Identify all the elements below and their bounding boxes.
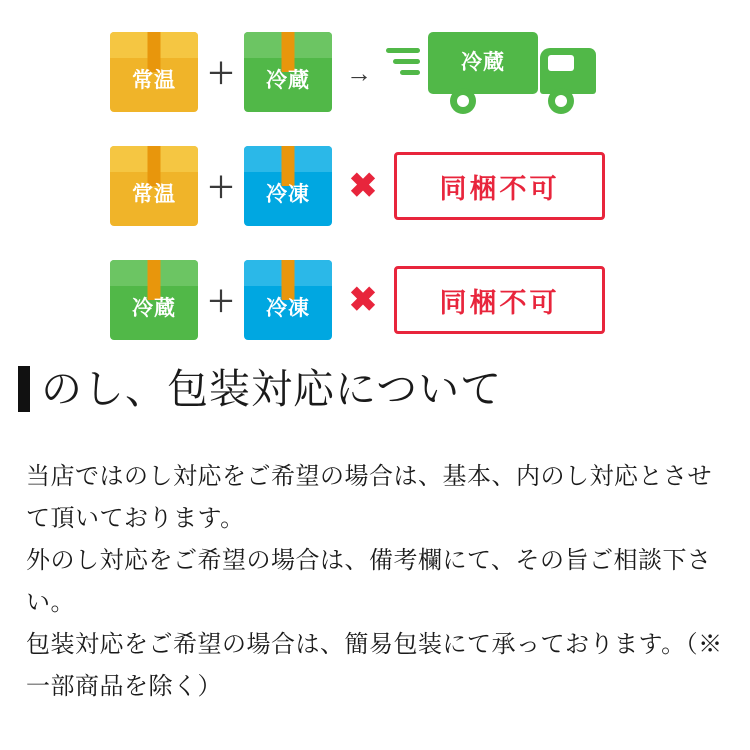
box-icon-cool <box>110 260 198 340</box>
box-icon-normal <box>110 146 198 226</box>
stamp-label: 同梱不可 <box>439 287 560 318</box>
box-label: 常温 <box>132 183 176 206</box>
box-label: 冷凍 <box>266 297 310 320</box>
truck-label: 冷蔵 <box>461 51 505 74</box>
arrow-right-icon: → <box>346 58 372 88</box>
plus-icon: ＋ <box>206 286 235 317</box>
speed-lines-icon <box>386 48 422 74</box>
box-label: 冷蔵 <box>266 69 310 92</box>
box-icon-cool <box>244 32 332 112</box>
section-heading <box>18 366 502 412</box>
box-icon-freeze <box>244 260 332 340</box>
cross-mark-icon: ✖ <box>348 167 378 205</box>
paragraph-sotonoshi-policy: 外のし対応をご希望の場合は、備考欄にて、その旨ご相談下さい。 <box>26 547 712 616</box>
truck-cargo <box>428 32 538 94</box>
cross-mark-icon: ✖ <box>348 281 378 319</box>
heading-accent-bar <box>18 366 30 412</box>
delivery-truck-icon <box>386 26 616 118</box>
shipping-combination-diagram <box>0 0 750 355</box>
box-label: 常温 <box>132 69 176 92</box>
diagram-row-cool-plus-freeze <box>110 250 750 350</box>
page-title: のし、包装対応について <box>41 365 503 412</box>
paragraph-noshi-policy: 当店ではのし対応をご希望の場合は、基本、内のし対応とさせて頂いております。 <box>26 463 712 532</box>
not-allowed-stamp <box>394 152 605 220</box>
stamp-label: 同梱不可 <box>439 173 560 204</box>
box-icon-normal <box>110 32 198 112</box>
diagram-row-normal-plus-freeze <box>110 136 750 236</box>
box-icon-freeze <box>244 146 332 226</box>
box-label: 冷凍 <box>266 183 310 206</box>
diagram-row-normal-plus-cool <box>110 22 750 122</box>
truck-wheel <box>450 88 476 114</box>
not-allowed-stamp <box>394 266 605 334</box>
paragraph-wrapping-policy: 包装対応をご希望の場合は、簡易包装にて承っております。（※一部商品を除く） <box>26 631 723 700</box>
box-label: 冷蔵 <box>132 297 176 320</box>
truck-cab <box>540 48 596 94</box>
plus-icon: ＋ <box>206 58 235 89</box>
body-copy <box>26 456 726 708</box>
plus-icon: ＋ <box>206 172 235 203</box>
truck-wheel <box>548 88 574 114</box>
